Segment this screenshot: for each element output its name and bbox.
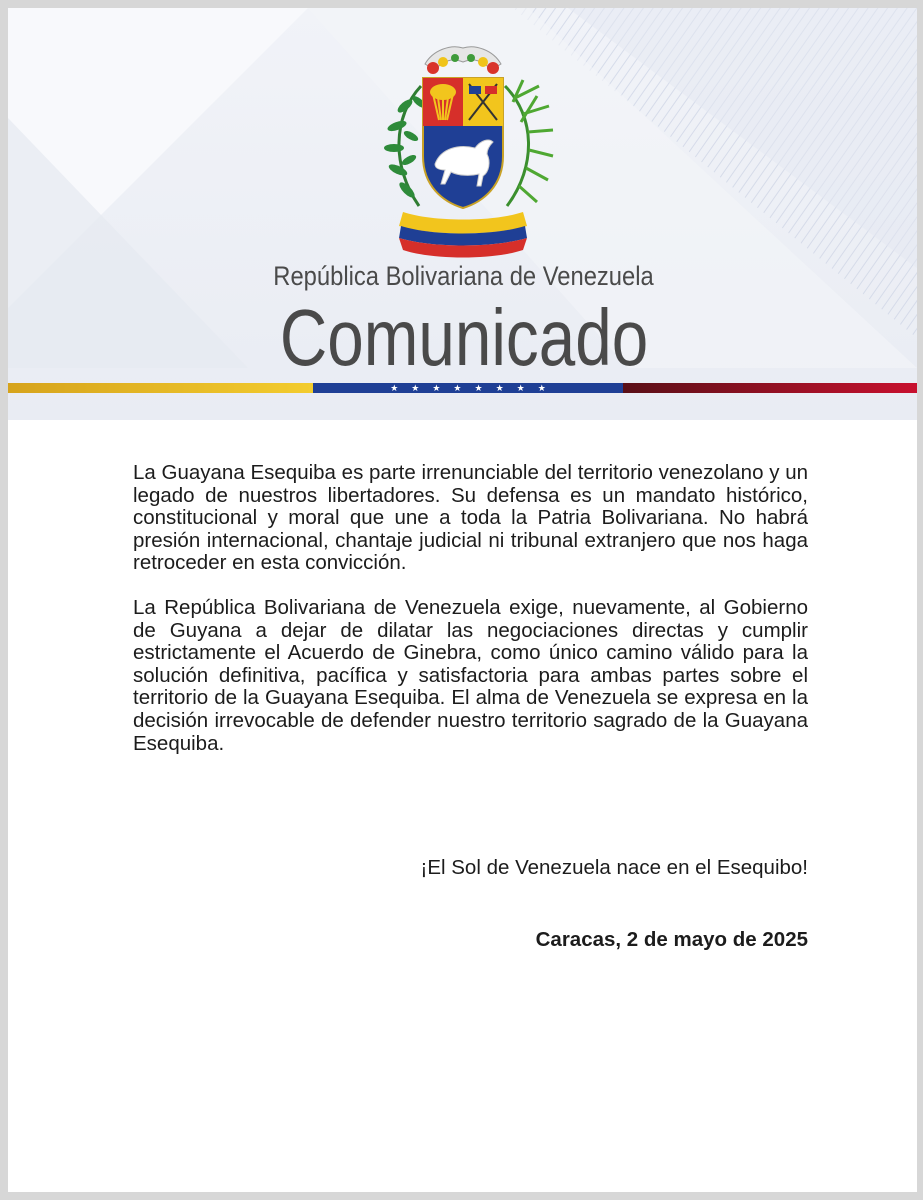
flag-stars [313,380,623,396]
star-icon: ★ [537,382,546,393]
star-icon: ★ [453,382,462,393]
document-page [8,8,917,1192]
star-icon: ★ [474,382,483,393]
document-title: Comunicado [279,293,649,382]
star-icon: ★ [390,382,399,393]
paragraph-1: La Guayana Esequiba es parte irrenunciable del territorio venezolano y un legado de nuestros libertadores. Su defensa es un mandato histórico, constitucional y moral que une a toda la Patria Bolivariana. No habrá presión internacional, chantaje judicial ni tribunal extranjero que nos haga retroceder en esta convicción. [133,461,808,575]
star-icon: ★ [432,382,441,393]
star-icon: ★ [516,382,525,393]
coat-of-arms-emblem [363,36,563,266]
flag-stripe-red [623,383,917,393]
place-and-date: Caracas, 2 de mayo de 2025 [535,928,808,951]
statement-body [133,462,808,777]
letterhead [8,8,917,420]
flag-stripe-yellow [8,383,313,393]
star-icon: ★ [411,382,420,393]
star-icon: ★ [495,382,504,393]
slogan: ¡El Sol de Venezuela nace en el Esequibo! [420,856,808,879]
country-name: República Bolivariana de Venezuela [273,261,654,291]
paragraph-2: La República Bolivariana de Venezuela exige, nuevamente, al Gobierno de Guyana a dejar de dilatar las negociaciones directas y cumplir estrictamente el Acuerdo de Ginebra, como único camino válido para la solución definitiva, pacífica y satisfactoria para ambas partes sobre el territorio de la Guayana Esequiba. El alma de Venezuela se expresa en la decisión irrevocable de defender nuestro territorio sagrado de la Guayana Esequiba. [133,595,808,755]
